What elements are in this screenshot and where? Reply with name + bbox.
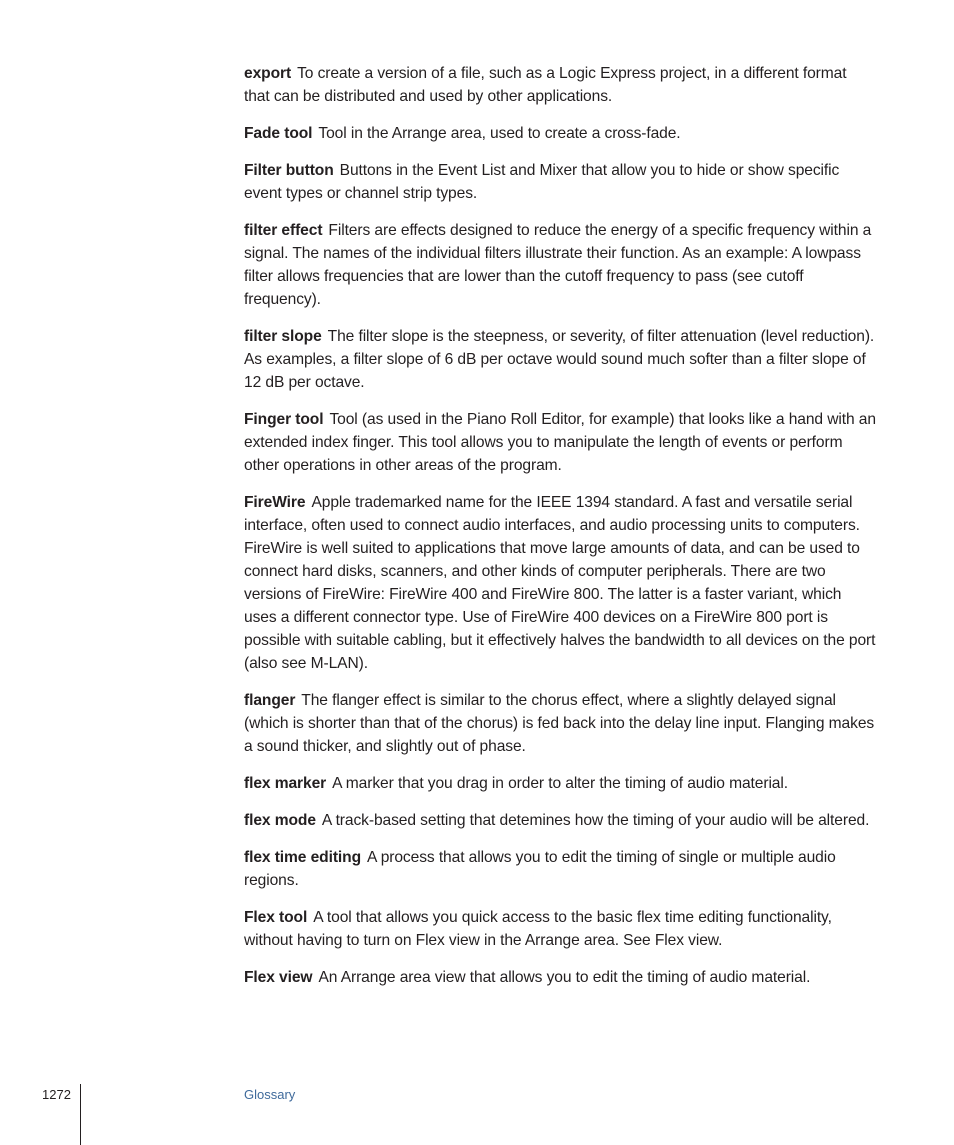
glossary-term: filter effect <box>244 222 323 239</box>
glossary-entry-filter-slope <box>244 325 876 394</box>
page-number: 1272 <box>42 1087 71 1102</box>
glossary-term: flex mode <box>244 812 316 829</box>
footer-divider <box>80 1084 81 1145</box>
glossary-definition: A track-based setting that detemines how the timing of your audio will be altered. <box>321 812 870 829</box>
glossary-term: FireWire <box>244 494 306 511</box>
glossary-definition: A marker that you drag in order to alter the timing of audio material. <box>332 775 788 792</box>
glossary-entry-fade-tool <box>244 122 876 145</box>
glossary-definition: A process that allows you to edit the timing of single or multiple audio regions. <box>244 849 836 889</box>
glossary-definition: The filter slope is the steepness, or severity, of filter attenuation (level reduction). As examples, a filter slope of 6 dB per octave would sound much softer than a filter slope of 12 dB per octave. <box>244 328 875 391</box>
glossary-entry-flex-view <box>244 966 876 989</box>
glossary-definition: Apple trademarked name for the IEEE 1394 standard. A fast and versatile serial interface, often used to connect audio interfaces, and audio processing units to computers. FireWire is well suited to applications that move large amounts of data, and can be used to connect hard disks, scanners, and other kinds of computer peripherals. There are two versions of FireWire: FireWire 400 and FireWire 800. The latter is a faster variant, which uses a different connector type. Use of FireWire 400 devices on a FireWire 800 port is possible with suitable cabling, but it effectively halves the bandwidth to all devices on the port (also see M-LAN). <box>244 494 876 672</box>
glossary-entry-filter-effect <box>244 219 876 311</box>
glossary-entry-firewire <box>244 491 876 675</box>
glossary-term: flex time editing <box>244 849 362 866</box>
glossary-entry-flex-marker <box>244 772 876 795</box>
glossary-term: Filter button <box>244 162 334 179</box>
glossary-definition: Filters are effects designed to reduce the energy of a specific frequency within a signal. The names of the individual filters illustrate their function. As an example: A lowpass filter allows frequencies that are lower than the cutoff frequency to pass (see cutoff frequency). <box>244 222 872 308</box>
glossary-entry-export <box>244 62 876 108</box>
glossary-term: Fade tool <box>244 125 313 142</box>
footer-section-name: Glossary <box>244 1087 296 1102</box>
glossary-entry-filter-button <box>244 159 876 205</box>
glossary-content <box>244 62 876 1003</box>
glossary-definition: Tool (as used in the Piano Roll Editor, for example) that looks like a hand with an extended index finger. This tool allows you to manipulate the length of events or perform other operations in other areas of the program. <box>244 411 876 474</box>
glossary-definition: To create a version of a file, such as a Logic Express project, in a different format that can be distributed and used by other applications. <box>244 65 847 105</box>
glossary-entry-flanger <box>244 689 876 758</box>
glossary-term: Finger tool <box>244 411 324 428</box>
glossary-definition: A tool that allows you quick access to the basic flex time editing functionality, without having to turn on Flex view in the Arrange area. See Flex view. <box>244 909 832 949</box>
glossary-term: flex marker <box>244 775 327 792</box>
glossary-entry-flex-tool <box>244 906 876 952</box>
glossary-entry-finger-tool <box>244 408 876 477</box>
glossary-definition: The flanger effect is similar to the chorus effect, where a slightly delayed signal (which is shorter than that of the chorus) is fed back into the delay line input. Flanging makes a sound thicker, and slightly out of phase. <box>244 692 875 755</box>
glossary-definition: Buttons in the Event List and Mixer that allow you to hide or show specific event types or channel strip types. <box>244 162 840 202</box>
glossary-definition: Tool in the Arrange area, used to create a cross-fade. <box>318 125 681 142</box>
glossary-term: filter slope <box>244 328 322 345</box>
glossary-entry-flex-mode <box>244 809 876 832</box>
glossary-term: export <box>244 65 292 82</box>
glossary-term: Flex tool <box>244 909 308 926</box>
glossary-term: flanger <box>244 692 296 709</box>
glossary-definition: An Arrange area view that allows you to edit the timing of audio material. <box>318 969 811 986</box>
glossary-entry-flex-time-editing <box>244 846 876 892</box>
glossary-term: Flex view <box>244 969 313 986</box>
